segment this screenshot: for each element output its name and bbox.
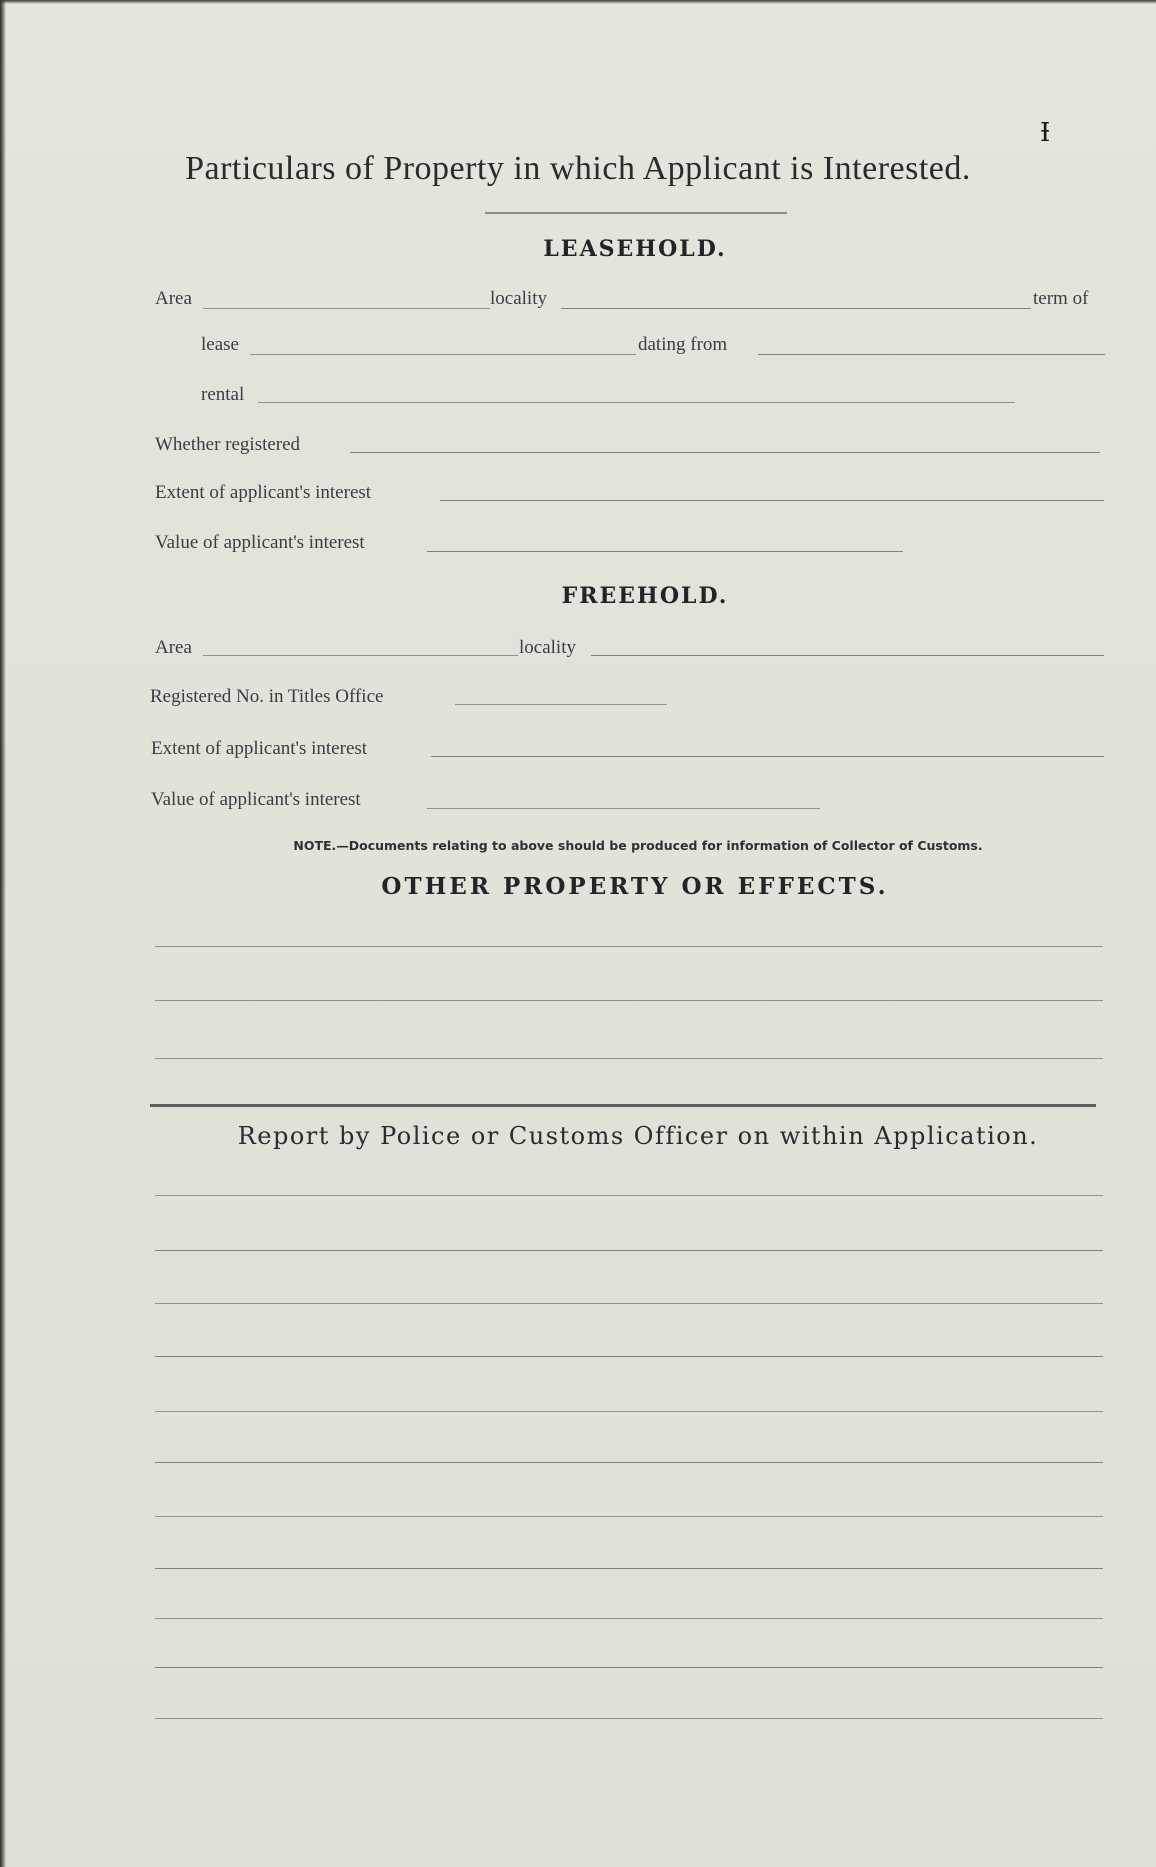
corner-mark: Ɨ <box>1040 118 1051 148</box>
report-line[interactable] <box>155 1195 1103 1196</box>
leasehold-value-field[interactable] <box>427 551 903 552</box>
freehold-area-field[interactable] <box>203 655 518 656</box>
leasehold-locality-field[interactable] <box>561 308 1031 309</box>
freehold-registered-label: Registered No. in Titles Office <box>150 686 384 707</box>
report-line[interactable] <box>155 1516 1103 1517</box>
freehold-registered-field[interactable] <box>455 704 667 705</box>
freehold-locality-field[interactable] <box>591 655 1104 656</box>
report-line[interactable] <box>155 1462 1103 1463</box>
leasehold-dating-field[interactable] <box>758 354 1105 355</box>
freehold-value-label: Value of applicant's interest <box>151 789 361 810</box>
leasehold-rental-label: rental <box>201 384 245 405</box>
section-divider <box>150 1104 1096 1107</box>
leasehold-extent-label: Extent of applicant's interest <box>155 482 372 503</box>
leasehold-extent-field[interactable] <box>440 500 1104 501</box>
leasehold-locality-label: locality <box>490 288 547 309</box>
leasehold-area-label: Area <box>155 288 192 309</box>
report-line[interactable] <box>155 1250 1103 1251</box>
report-line[interactable] <box>155 1356 1103 1357</box>
note-text: NOTE.—Documents relating to above should be produced for information of Collector of Customs. <box>293 838 983 853</box>
leasehold-value-label: Value of applicant's interest <box>155 532 365 553</box>
report-line[interactable] <box>155 1303 1103 1304</box>
title-underline <box>485 212 787 214</box>
leasehold-rental-field[interactable] <box>258 402 1015 403</box>
freehold-locality-label: locality <box>519 637 576 658</box>
other-property-line[interactable] <box>155 1000 1103 1001</box>
leasehold-area-field[interactable] <box>203 308 490 309</box>
report-line[interactable] <box>155 1618 1103 1619</box>
report-line[interactable] <box>155 1667 1103 1668</box>
freehold-heading: FREEHOLD. <box>561 583 729 609</box>
leasehold-registered-field[interactable] <box>350 452 1100 453</box>
other-property-line[interactable] <box>155 946 1103 947</box>
leasehold-term-label: term of <box>1033 288 1089 309</box>
page-top-edge <box>0 0 1156 4</box>
freehold-extent-field[interactable] <box>431 756 1104 757</box>
report-line[interactable] <box>155 1718 1103 1719</box>
leasehold-lease-label: lease <box>201 334 239 355</box>
freehold-area-label: Area <box>155 637 192 658</box>
other-property-heading: OTHER PROPERTY OR EFFECTS. <box>381 873 889 900</box>
report-title: Report by Police or Customs Officer on within Application. <box>237 1122 1039 1150</box>
freehold-value-field[interactable] <box>427 808 820 809</box>
leasehold-dating-label: dating from <box>638 334 728 355</box>
freehold-extent-label: Extent of applicant's interest <box>151 738 368 759</box>
other-property-line[interactable] <box>155 1058 1103 1059</box>
page-title: Particulars of Property in which Applicant is Interested. <box>185 150 971 187</box>
report-line[interactable] <box>155 1411 1103 1412</box>
page-edge-shadow <box>0 0 6 1867</box>
leasehold-registered-label: Whether registered <box>155 434 301 455</box>
leasehold-lease-field[interactable] <box>250 354 636 355</box>
report-line[interactable] <box>155 1568 1103 1569</box>
leasehold-heading: LEASEHOLD. <box>543 236 727 262</box>
